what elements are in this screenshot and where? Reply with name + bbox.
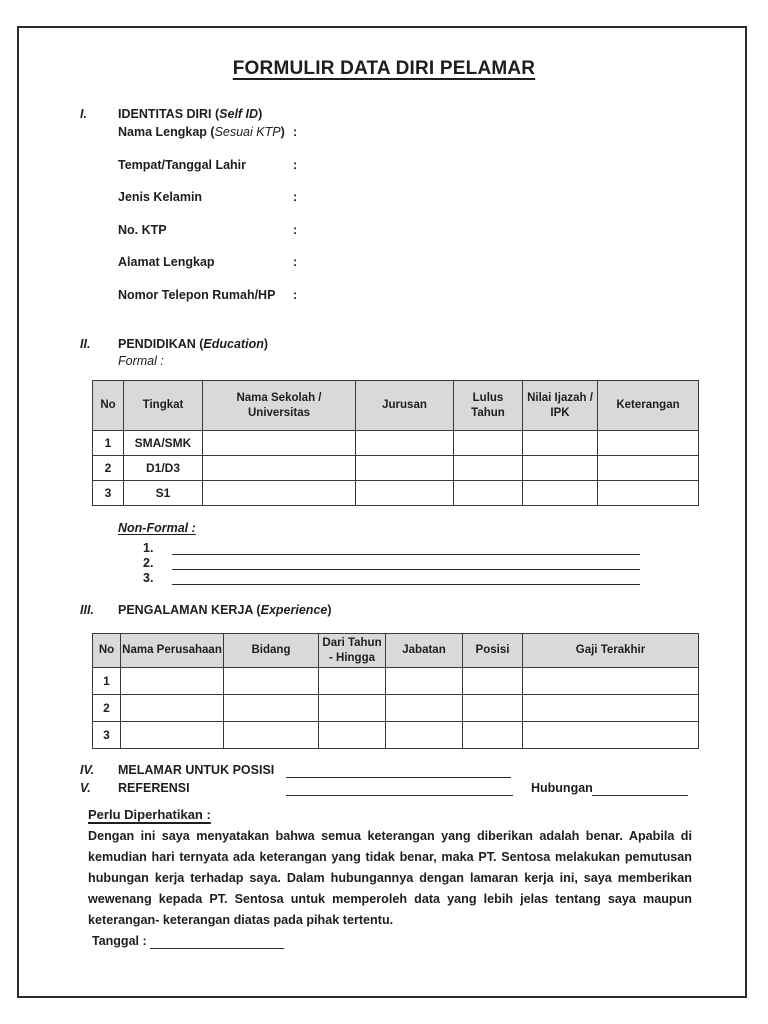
field-row-jenis-kelamin (0, 190, 768, 207)
cell: 3 (93, 481, 124, 506)
section-numeral: II. (80, 337, 91, 351)
reference-blank-line (286, 781, 513, 796)
nonformal-item: 2. (0, 556, 768, 573)
section-education-heading (0, 337, 768, 354)
reference-label: REFERENSI (118, 781, 190, 795)
cell (356, 481, 454, 506)
section-heading: PENGALAMAN KERJA (Experience) (118, 603, 332, 617)
field-row-alamat-lengkap (0, 255, 768, 272)
cell: SMA/SMK (124, 431, 203, 456)
nonformal-subheading: Non-Formal : (118, 521, 196, 535)
col-header: Dari Tahun - Hingga (319, 634, 386, 668)
col-header: Bidang (224, 634, 319, 668)
col-header: Jabatan (386, 634, 463, 668)
cell (523, 695, 699, 722)
cell: 1 (93, 431, 124, 456)
reference-row (0, 781, 768, 798)
col-header: No (93, 381, 124, 431)
cell (454, 431, 523, 456)
notice-heading: Perlu Diperhatikan : (88, 807, 211, 822)
apply-position-blank-line (286, 763, 511, 778)
cell (523, 431, 598, 456)
field-colon: : (293, 190, 298, 204)
date-blank-line (150, 934, 284, 949)
cell (598, 456, 699, 481)
col-header: Gaji Terakhir (523, 634, 699, 668)
cell (224, 668, 319, 695)
cell (203, 431, 356, 456)
col-header: Tingkat (124, 381, 203, 431)
field-colon: : (293, 223, 298, 237)
blank-line (172, 541, 640, 555)
field-colon: : (293, 125, 298, 139)
cell (463, 695, 523, 722)
table-row (93, 481, 699, 506)
date-label: Tanggal : (92, 934, 147, 948)
field-row-no-ktp (0, 223, 768, 240)
cell (523, 481, 598, 506)
section-experience-heading (0, 603, 768, 620)
cell (319, 722, 386, 749)
col-header: Nama Perusahaan (121, 634, 224, 668)
experience-table-header-row (93, 634, 699, 668)
blank-line (172, 571, 640, 585)
cell (121, 722, 224, 749)
section-identity-heading (0, 107, 768, 124)
section-numeral: I. (80, 107, 87, 121)
cell (386, 668, 463, 695)
cell (356, 431, 454, 456)
cell (463, 668, 523, 695)
cell (523, 722, 699, 749)
nonformal-item: 3. (0, 571, 768, 588)
cell (598, 481, 699, 506)
field-label: Nomor Telepon Rumah/HP (118, 288, 276, 302)
nonformal-item: 1. (0, 541, 768, 558)
table-row (93, 668, 699, 695)
field-colon: : (293, 288, 298, 302)
cell (319, 668, 386, 695)
field-row-nama-lengkap (0, 125, 768, 142)
col-header: Posisi (463, 634, 523, 668)
section-heading: PENDIDIKAN (Education) (118, 337, 269, 351)
table-row (93, 722, 699, 749)
apply-position-row (0, 763, 768, 780)
section-numeral: IV. (80, 763, 95, 777)
cell (224, 695, 319, 722)
cell (463, 722, 523, 749)
cell (203, 456, 356, 481)
field-label: Jenis Kelamin (118, 190, 203, 204)
education-table (92, 380, 699, 506)
cell (523, 668, 699, 695)
field-colon: : (293, 255, 298, 269)
table-row (93, 456, 699, 481)
cell (454, 456, 523, 481)
col-header: Jurusan (356, 381, 454, 431)
field-label: Alamat Lengkap (118, 255, 215, 269)
experience-table (92, 633, 699, 749)
page-title: FORMULIR DATA DIRI PELAMAR (232, 58, 536, 79)
cell (386, 722, 463, 749)
apply-position-label: MELAMAR UNTUK POSISI (118, 763, 275, 777)
section-heading: IDENTITAS DIRI (Self ID) (118, 107, 263, 121)
cell: 2 (93, 695, 121, 722)
blank-line (172, 556, 640, 570)
cell (121, 668, 224, 695)
cell (224, 722, 319, 749)
section-numeral: III. (80, 603, 94, 617)
cell (121, 695, 224, 722)
cell (356, 456, 454, 481)
col-header: Nilai Ijazah / IPK (523, 381, 598, 431)
table-row (93, 695, 699, 722)
field-label: No. KTP (118, 223, 167, 237)
field-colon: : (293, 158, 298, 172)
date-row (0, 934, 768, 952)
cell (598, 431, 699, 456)
field-row-tempat-tanggal-lahir (0, 158, 768, 175)
col-header: Keterangan (598, 381, 699, 431)
table-row (93, 431, 699, 456)
relation-label: Hubungan (531, 781, 593, 795)
cell (454, 481, 523, 506)
field-row-telepon (0, 288, 768, 305)
cell (386, 695, 463, 722)
field-label: Tempat/Tanggal Lahir (118, 158, 247, 172)
formal-subheading: Formal : (118, 354, 164, 368)
cell (203, 481, 356, 506)
col-header: Nama Sekolah / Universitas (203, 381, 356, 431)
cell: D1/D3 (124, 456, 203, 481)
relation-blank-line (592, 781, 688, 796)
cell: 2 (93, 456, 124, 481)
cell: 3 (93, 722, 121, 749)
cell: S1 (124, 481, 203, 506)
cell (319, 695, 386, 722)
field-label: Nama Lengkap (Sesuai KTP) (118, 125, 285, 139)
notice-paragraph: Dengan ini saya menyatakan bahwa semua keterangan yang diberikan adalah benar. Apabila di kemudian hari ternyata ada keterangan yang tidak benar, maka PT. Sentosa melakukan pemutusan hubungan kerja terhadap saya. Dalam hubungannya dengan lamaran kerja ini, saya memberikan wewenang kepada PT. Sentosa untuk memperoleh data yang lebih jelas tentang saya maupun keterangan- keterangan diatas pada pihak tertentu. (88, 829, 692, 927)
col-header: No (93, 634, 121, 668)
col-header: Lulus Tahun (454, 381, 523, 431)
cell: 1 (93, 668, 121, 695)
education-table-header-row (93, 381, 699, 431)
cell (523, 456, 598, 481)
section-numeral: V. (80, 781, 91, 795)
